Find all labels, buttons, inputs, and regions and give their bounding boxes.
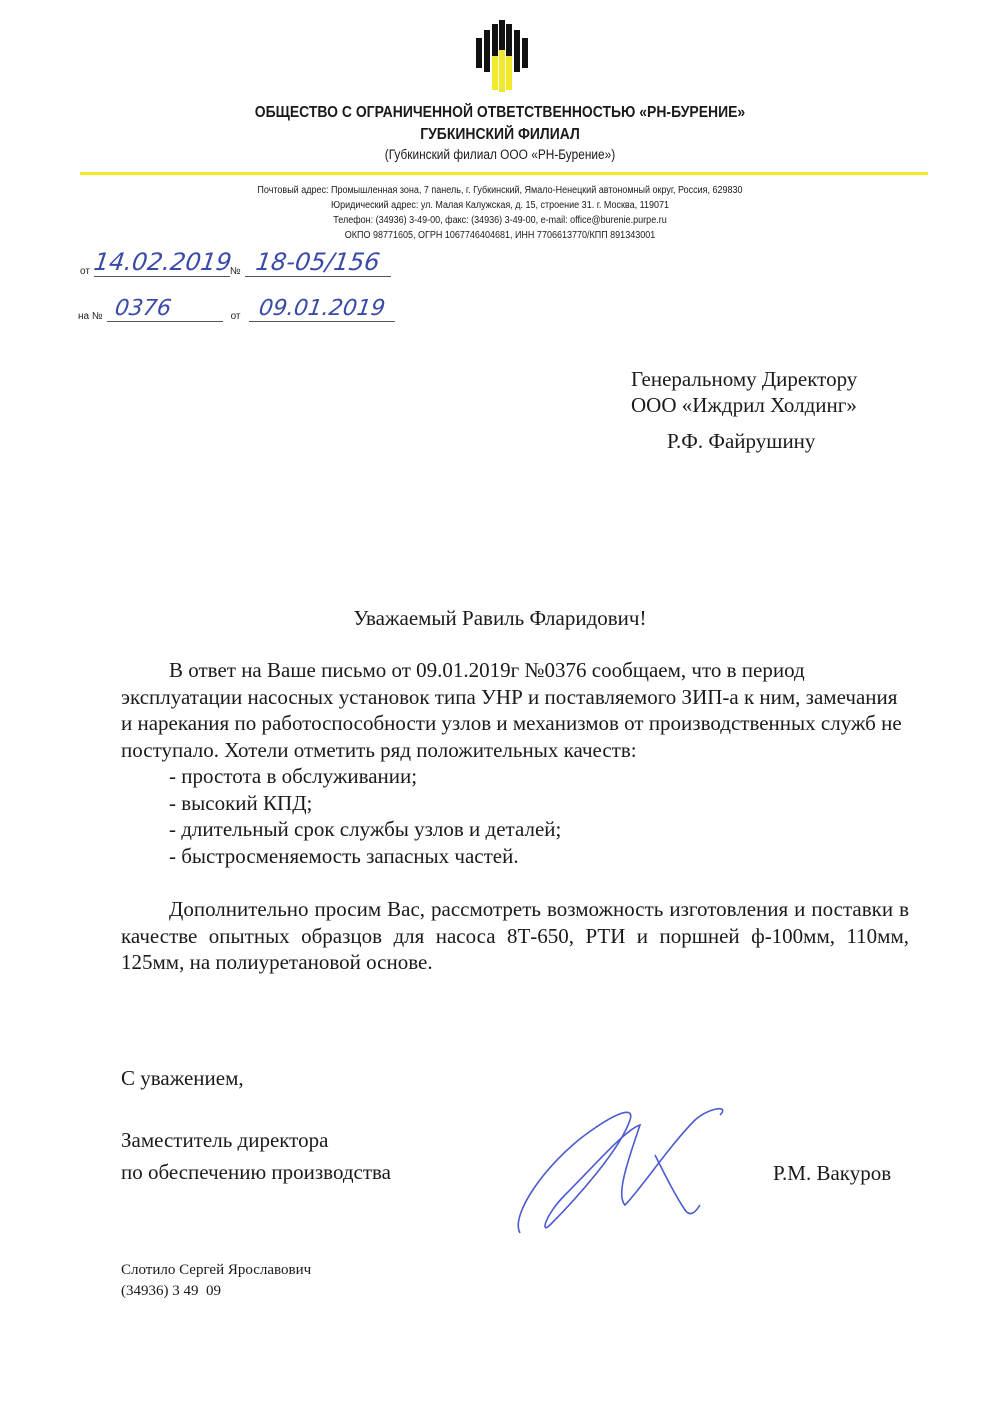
addressee-company: ООО «Иждрил Холдинг» xyxy=(631,393,857,417)
number-label: № xyxy=(229,266,241,277)
date-field xyxy=(91,248,234,277)
legal-address: Юридический адрес: ул. Малая Калужская, д. 15, строение 31. г. Москва, 119071 xyxy=(330,200,669,211)
addressee-title: Генеральному Директору xyxy=(631,367,858,391)
list-item: - быстросменяемость запасных частей. xyxy=(169,843,519,868)
reply-registration xyxy=(78,296,395,322)
addressee-block xyxy=(631,366,857,454)
signatory-title-line2: по обеспечению производства xyxy=(121,1160,391,1184)
company-logo xyxy=(474,20,530,97)
body-paragraph: В ответ на Ваше письмо от 09.01.2019г №0376 сообщаем, что в период эксплуатации насосных установок типа УНР и поставляемого ЗИП-а к ним, замечания и нарекания по работоспособности узлов и механизмов от производственных служб не поступало. Хотели отметить ряд положительных качеств: xyxy=(121,658,902,762)
reply-number-field xyxy=(107,296,223,322)
handwritten-signature xyxy=(505,1095,735,1245)
company-name: ОБЩЕСТВО С ОГРАНИЧЕННОЙ ОТВЕТСТВЕННОСТЬЮ «РН-БУРЕНИЕ» xyxy=(254,104,746,121)
addressee-name: Р.Ф. Файрушину xyxy=(667,429,816,453)
greeting: Уважаемый Равиль Фларидович! xyxy=(353,606,647,630)
signatory-name: Р.М. Вакуров xyxy=(773,1161,892,1185)
signatory-title-line1: Заместитель директора xyxy=(121,1128,329,1152)
list-item: - простота в обслуживании; xyxy=(169,764,418,788)
contact-phone: (34936) 3 49 09 xyxy=(121,1283,221,1299)
closing: С уважением, xyxy=(121,1066,244,1090)
letter-body xyxy=(121,657,909,976)
contact-name: Слотило Сергей Ярославович xyxy=(121,1262,312,1278)
number-field xyxy=(245,248,391,277)
list-item: - длительный срок службы узлов и деталей; xyxy=(169,817,562,841)
number-value: 18-05/156 xyxy=(253,248,382,276)
body-paragraph: Дополнительно просим Вас, рассмотреть возможность изготовления и поставки в качестве опытных образцов для насоса 8Т-650, РТИ и поршней ф-100мм, 110мм, 125мм, на полиуретановой основе. xyxy=(121,897,909,974)
header-divider xyxy=(80,172,928,175)
reply-from-label: от xyxy=(230,311,241,322)
reply-number-label: на № xyxy=(78,311,103,322)
postal-address: Почтовый адрес: Промышленная зона, 7 панель, г. Губкинский, Ямало-Ненецкий автономный округ, Россия, 629830 xyxy=(257,185,743,196)
from-label: от xyxy=(80,266,90,277)
outgoing-registration xyxy=(80,248,391,277)
reply-number-value: 0376 xyxy=(112,296,173,321)
reply-date-field xyxy=(249,296,395,322)
list-item: - высокий КПД; xyxy=(169,790,313,815)
date-value: 14.02.2019 xyxy=(91,248,234,276)
company-address xyxy=(50,183,950,243)
branch-name: ГУБКИНСКИЙ ФИЛИАЛ xyxy=(420,126,580,143)
registry-codes: ОКПО 98771605, ОГРН 1067746404681, ИНН 7706613770/КПП 891343001 xyxy=(344,230,656,241)
contact-person xyxy=(121,1260,311,1302)
branch-short-name: (Губкинский филиал ООО «РН-Бурение») xyxy=(384,147,616,162)
contacts-line: Телефон: (34936) 3-49-00, факс: (34936) 3-49-00, e-mail: office@burenie.purpe.ru xyxy=(333,215,667,226)
reply-date-value: 09.01.2019 xyxy=(256,296,387,321)
